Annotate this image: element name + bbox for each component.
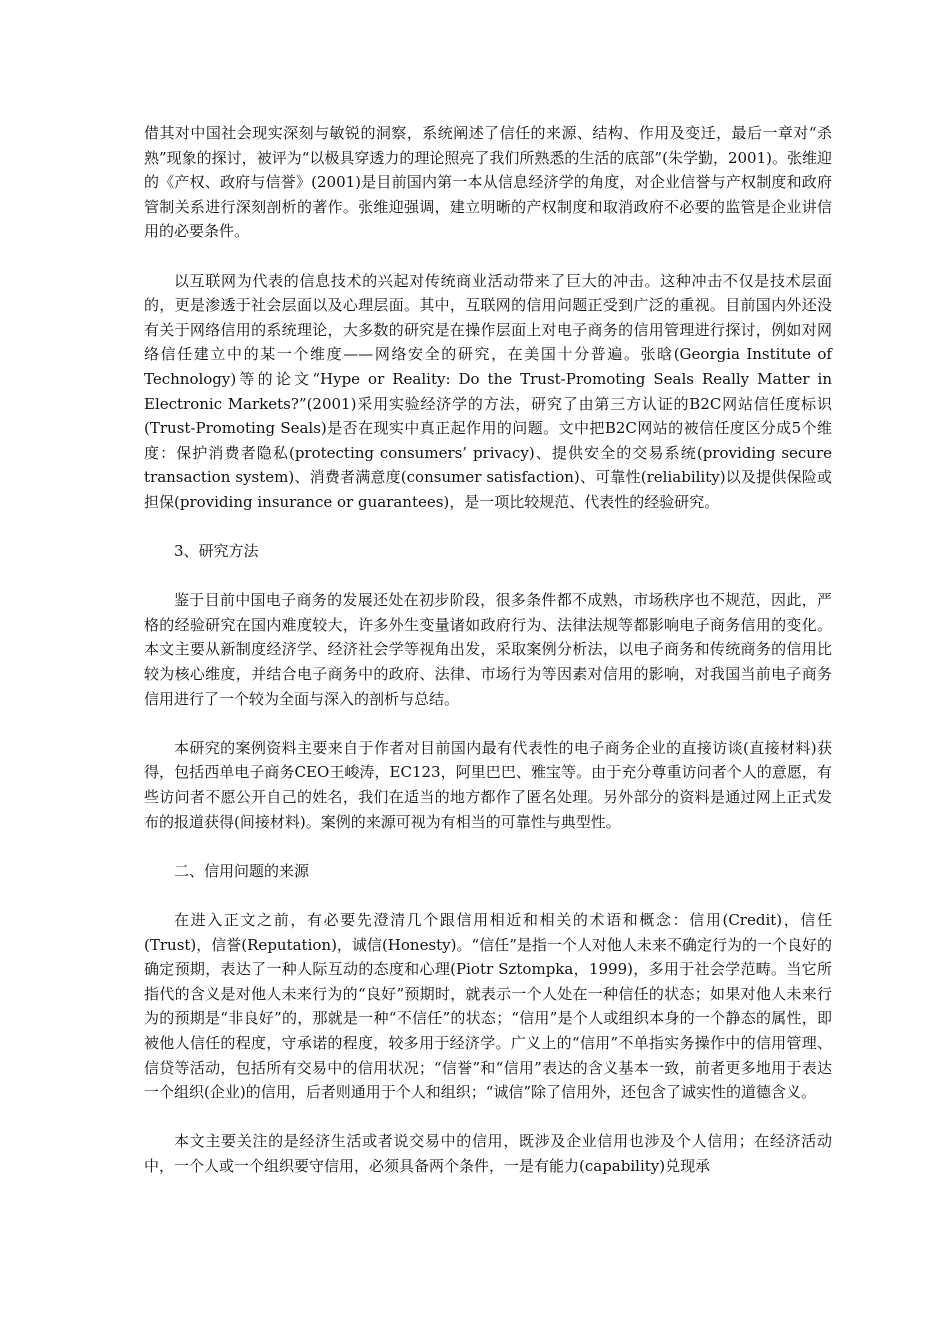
paragraph-trust-literature: 借其对中国社会现实深刻与敏锐的洞察，系统阐述了信任的来源、结构、作用及变迁，最后一章对“杀熟”现象的探讨，被评为“以极具穿透力的理论照亮了我们所熟悉的生活的底部”(朱学勤，2001)。张维迎的《产权、政府与信誉》(2001)是目前国内第一本从信息经济学的角度，对企业信誉与产权制度和政府管制关系进行深刻剖析的著作。张维迎强调，建立明晰的产权制度和取消政府不必要的监管是企业讲信用的必要条件。: [144, 124, 832, 241]
document-page: [144, 121, 832, 1203]
paragraph-concept-definitions: 在进入正文之前，有必要先澄清几个跟信用相近和相关的术语和概念：信用(Credit)，信任(Trust)，信誉(Reputation)，诚信(Honesty)。“信任”是指一个人对他人未来不确定行为的一个良好的确定预期，表达了一种人际互动的态度和心理(Piotr Sztompka，1999)，多用于社会学范畴。当它所指代的含义是对他人未来行为的“良好”预期时，就表示一个人处在一种信任的状态；如果对他人未来行为的预期是“非良好”的，那就是一种“不信任”的状态；“信用”是个人或组织本身的一个静态的属性，即被他人信任的程度，守承诺的程度，较多用于经济学。广义上的“信用”不单指实务操作中的信用管理、信贷等活动，包括所有交易中的信用状况；“信誉”和“信用”表达的含义基本一致，前者更多地用于表达一个组织(企业)的信用，后者则通用于个人和组织；“诚信”除了信用外，还包含了诚实性的道德含义。: [144, 911, 832, 1102]
section-heading-research-method: 3、研究方法: [174, 542, 259, 561]
paragraph-research-method: 鉴于目前中国电子商务的发展还处在初步阶段，很多条件都不成熟，市场秩序也不规范，因此，严格的经验研究在国内难度较大，许多外生变量诸如政府行为、法律法规等都影响电子商务信用的变化。本文主要从新制度经济学、经济社会学等视角出发，采取案例分析法，以电子商务和传统商务的信用比较为核心维度，并结合电子商务中的政府、法律、市场行为等因素对信用的影响，对我国当前电子商务信用进行了一个较为全面与深入的剖析与总结。: [144, 591, 832, 708]
paragraph-economic-credit: 本文主要关注的是经济生活或者说交易中的信用，既涉及企业信用也涉及个人信用；在经济活动中，一个人或一个组织要守信用，必须具备两个条件，一是有能力(capability)兑现承: [144, 1132, 832, 1175]
paragraph-case-materials: 本研究的案例资料主要来自于作者对目前国内最有代表性的电子商务企业的直接访谈(直接材料)获得，包括西单电子商务CEO王峻涛，EC123，阿里巴巴、雅宝等。由于充分尊重访问者个人的意愿，有些访问者不愿公开自己的姓名，我们在适当的地方都作了匿名处理。另外部分的资料是通过网上正式发布的报道获得(间接材料)。案例的来源可视为有相当的可靠性与典型性。: [144, 738, 832, 831]
section-heading-credit-sources: 二、信用问题的来源: [174, 861, 310, 880]
paragraph-internet-credit: 以互联网为代表的信息技术的兴起对传统商业活动带来了巨大的冲击。这种冲击不仅是技术层面的，更是渗透于社会层面以及心理层面。其中，互联网的信用问题正受到广泛的重视。目前国内外还没有关于网络信用的系统理论，大多数的研究是在操作层面上对电子商务的信用管理进行探讨，例如对网络信任建立中的某一个维度——网络安全的研究，在美国十分普遍。张晗(Georgia Institute of Technology)等的论文“Hype or Reality: Do the Trust-Promoting Seals Really Matter in Electronic Markets?”(2001)采用实验经济学的方法，研究了由第三方认证的B2C网站信任度标识(Trust-Promoting Seals)是否在现实中真正起作用的问题。文中把B2C网站的被信任度区分成5个维度：保护消费者隐私(protecting consumers’ privacy)、提供安全的交易系统(providing secure transaction system)、消费者满意度(consumer satisfaction)、可靠性(reliability)以及提供保险或担保(providing insurance or guarantees)，是一项比较规范、代表性的经验研究。: [144, 271, 832, 511]
